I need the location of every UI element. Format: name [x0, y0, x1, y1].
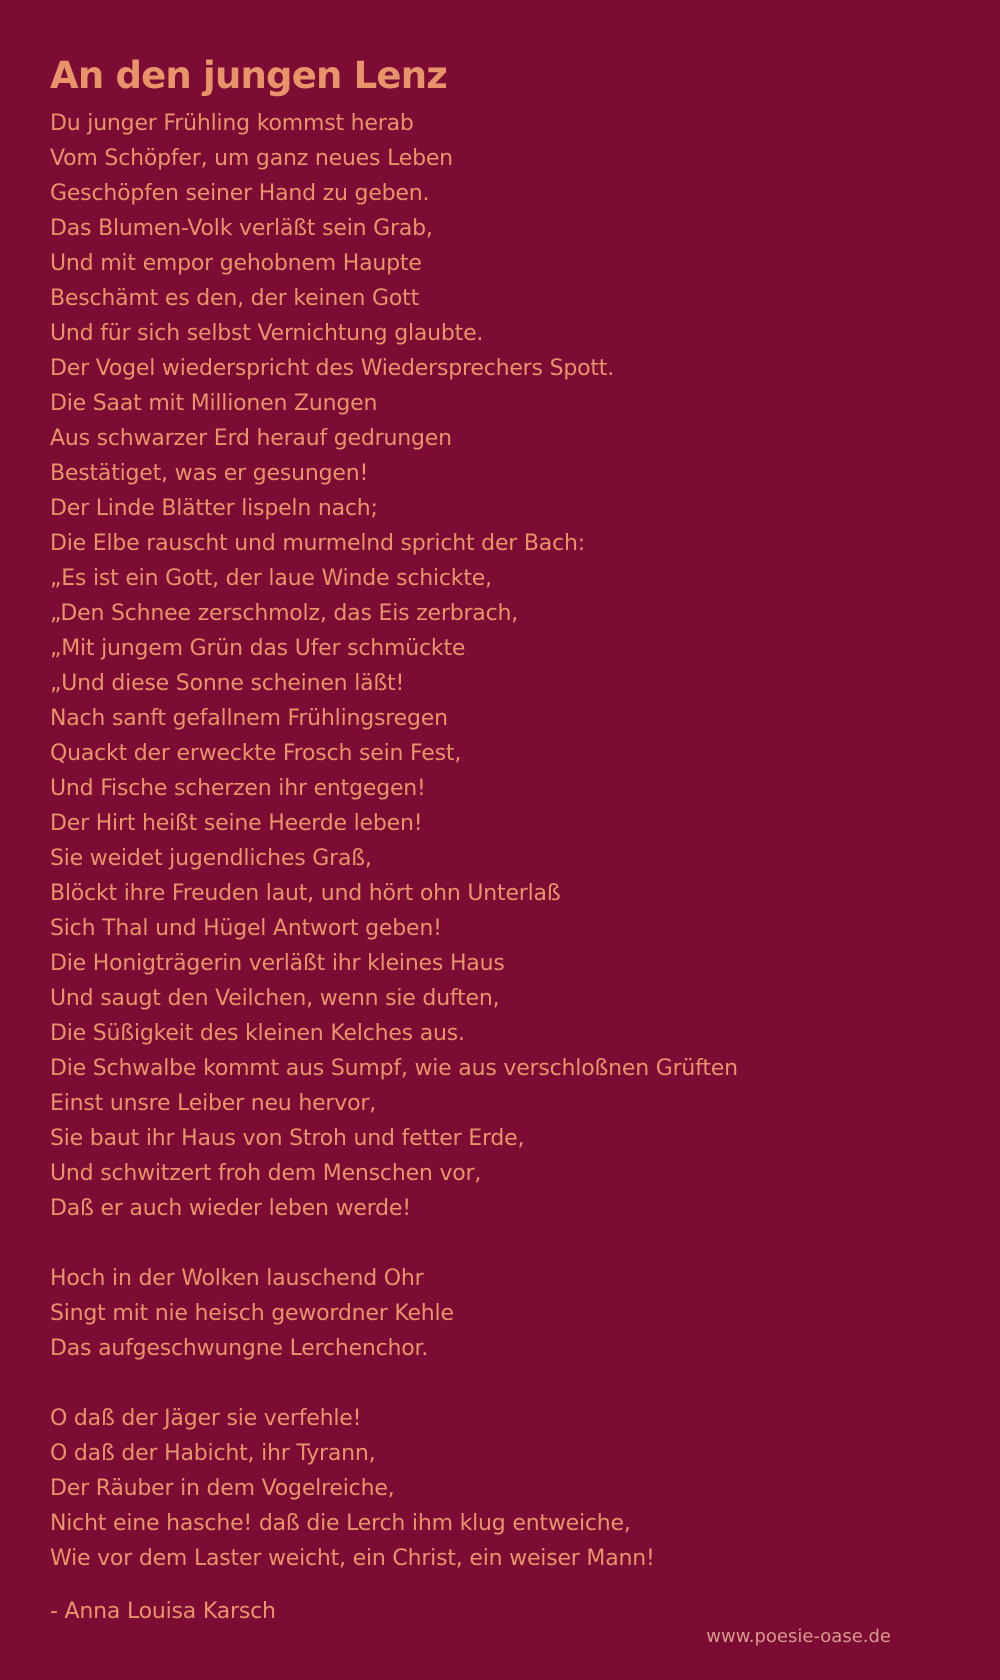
poem-line: Hoch in der Wolken lauschend Ohr: [50, 1266, 424, 1291]
poem-line: „Es ist ein Gott, der laue Winde schickte,: [50, 566, 492, 591]
poem-line: O daß der Jäger sie verfehle!: [50, 1406, 362, 1431]
poem-line: Blöckt ihre Freuden laut, und hört ohn Unterlaß: [50, 881, 561, 906]
poem-line: Vom Schöpfer, um ganz neues Leben: [50, 146, 453, 171]
poem-author: - Anna Louisa Karsch: [50, 1599, 276, 1624]
poem-line: Der Räuber in dem Vogelreiche,: [50, 1476, 395, 1501]
poem-line: Die Saat mit Millionen Zungen: [50, 391, 378, 416]
poem-line: Sich Thal und Hügel Antwort geben!: [50, 916, 442, 941]
poem-line: Beschämt es den, der keinen Gott: [50, 286, 419, 311]
poem-line: Und Fische scherzen ihr entgegen!: [50, 776, 426, 801]
poem-line: Das aufgeschwungne Lerchenchor.: [50, 1336, 429, 1361]
poem-line: Bestätiget, was er gesungen!: [50, 461, 369, 486]
poem-line: Daß er auch wieder leben werde!: [50, 1196, 411, 1221]
poem-line: Sie baut ihr Haus von Stroh und fetter Erde,: [50, 1126, 525, 1151]
poem-body: [50, 106, 950, 1576]
poem-line: Und saugt den Veilchen, wenn sie duften,: [50, 986, 500, 1011]
poem-line: „Und diese Sonne scheinen läßt!: [50, 671, 405, 696]
poem-line: Geschöpfen seiner Hand zu geben.: [50, 181, 430, 206]
watermark-site-url: www.poesie-oase.de: [706, 1626, 891, 1647]
poem-card: [50, 50, 950, 1628]
poem-line: Das Blumen-Volk verläßt sein Grab,: [50, 216, 433, 241]
poem-line: Aus schwarzer Erd herauf gedrungen: [50, 426, 452, 451]
poem-line: Der Vogel wiederspricht des Wiedersprechers Spott.: [50, 356, 614, 381]
poem-line: O daß der Habicht, ihr Tyrann,: [50, 1441, 376, 1466]
poem-line: Singt mit nie heisch gewordner Kehle: [50, 1301, 454, 1326]
poem-line: Und für sich selbst Vernichtung glaubte.: [50, 321, 484, 346]
poem-stanza: [50, 1261, 950, 1366]
poem-line: Der Hirt heißt seine Heerde leben!: [50, 811, 423, 836]
poem-line: Die Süßigkeit des kleinen Kelches aus.: [50, 1021, 465, 1046]
poem-line: Und mit empor gehobnem Haupte: [50, 251, 422, 276]
poem-line: Und schwitzert froh dem Menschen vor,: [50, 1161, 482, 1186]
poem-stanza: [50, 106, 950, 1226]
poem-title: An den jungen Lenz: [50, 54, 447, 97]
poem-line: Sie weidet jugendliches Graß,: [50, 846, 372, 871]
poem-line: Die Elbe rauscht und murmelnd spricht der Bach:: [50, 531, 585, 556]
poem-line: Die Schwalbe kommt aus Sumpf, wie aus verschloßnen Grüften: [50, 1056, 738, 1081]
poem-line: Nach sanft gefallnem Frühlingsregen: [50, 706, 448, 731]
poem-line: Quackt der erweckte Frosch sein Fest,: [50, 741, 462, 766]
poem-stanza: [50, 1401, 950, 1576]
poem-line: Die Honigträgerin verläßt ihr kleines Haus: [50, 951, 505, 976]
poem-line: Einst unsre Leiber neu hervor,: [50, 1091, 376, 1116]
poem-line: Nicht eine hasche! daß die Lerch ihm klug entweiche,: [50, 1511, 631, 1536]
poem-line: „Mit jungem Grün das Ufer schmückte: [50, 636, 466, 661]
poem-line: Du junger Frühling kommst herab: [50, 111, 414, 136]
poem-line: „Den Schnee zerschmolz, das Eis zerbrach,: [50, 601, 519, 626]
poem-line: Der Linde Blätter lispeln nach;: [50, 496, 378, 521]
poem-line: Wie vor dem Laster weicht, ein Christ, ein weiser Mann!: [50, 1546, 655, 1571]
